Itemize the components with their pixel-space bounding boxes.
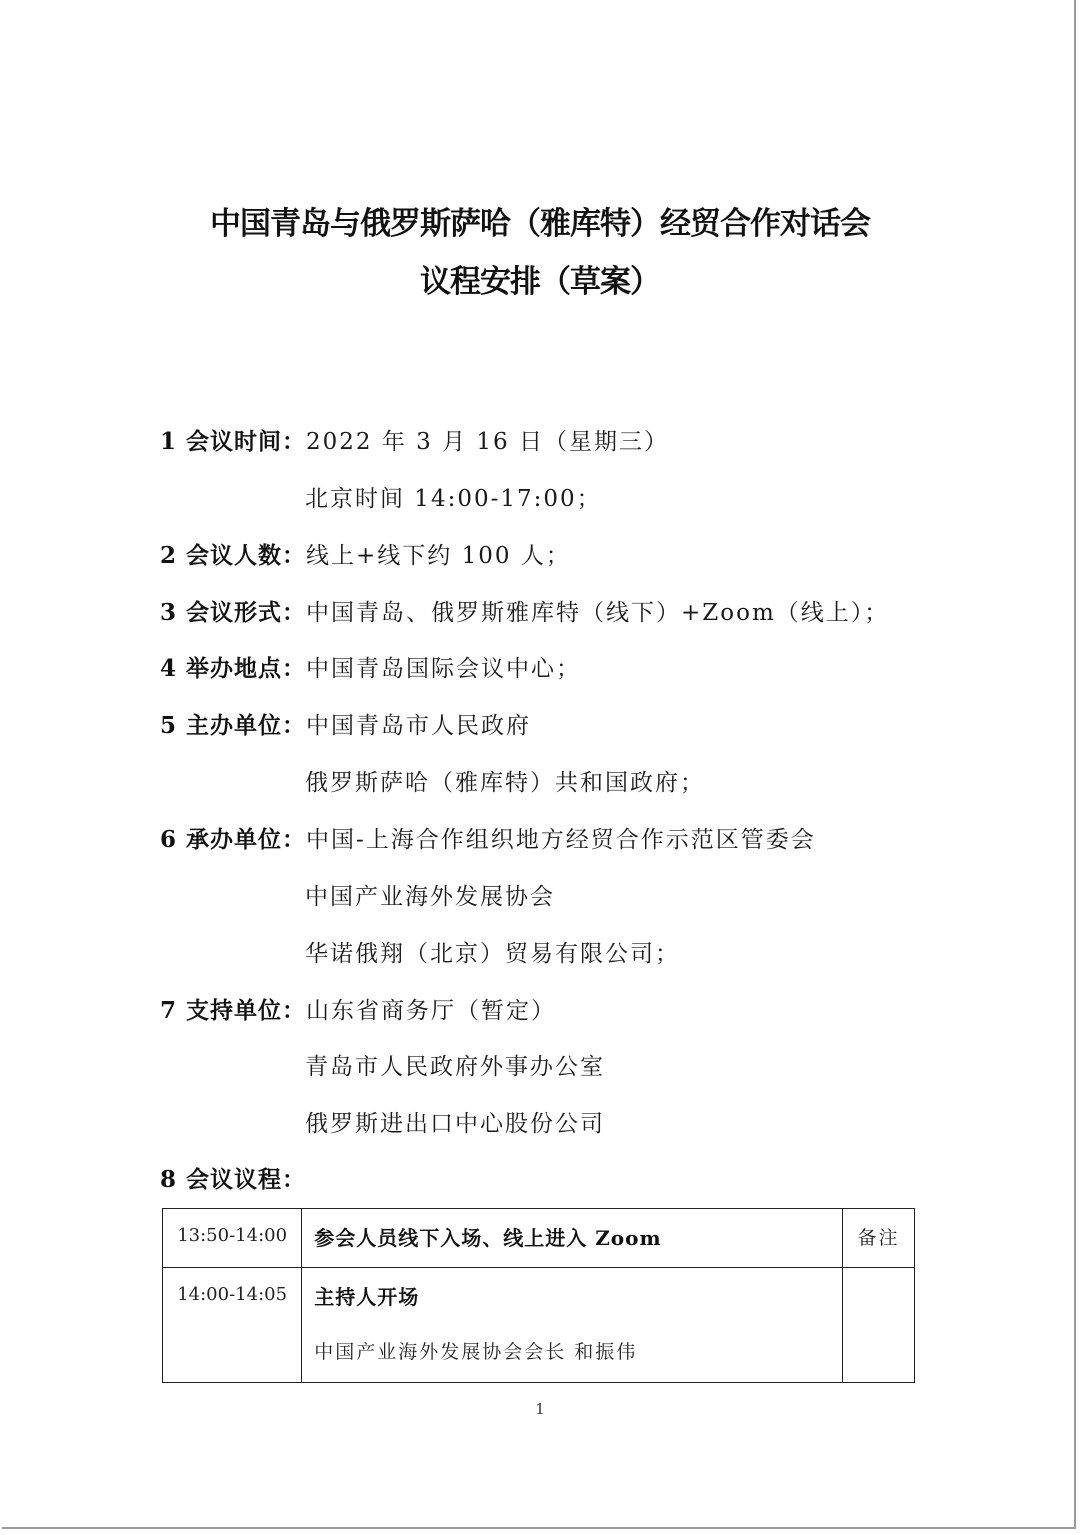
item-value-continuation: 北京时间 14:00-17:00； [305, 486, 602, 512]
item-value-continuation: 中国产业海外发展协会 [305, 884, 555, 910]
item-format [160, 596, 889, 630]
item-label: 4 举办地点： [160, 655, 307, 682]
item-value: 山东省商务厅（暂定） [306, 998, 556, 1024]
agenda-title: 参会人员线下入场、线上进入 Zoom [314, 1226, 662, 1250]
item-value: 中国青岛国际会议中心； [306, 656, 581, 682]
agenda-content [302, 1268, 843, 1383]
item-label: 2 会议人数： [160, 542, 307, 569]
agenda-title: 主持人开场 [314, 1285, 420, 1309]
item-label: 8 会议议程： [160, 1166, 307, 1193]
item-value: 中国青岛市人民政府 [306, 713, 531, 739]
agenda-table [162, 1208, 915, 1383]
item-value: 线上+线下约 100 人； [306, 543, 571, 569]
document-title: 中国青岛与俄罗斯萨哈（雅库特）经贸合作对话会 [210, 206, 870, 242]
agenda-time: 13:50-14:00 [163, 1209, 302, 1268]
item-value-continuation: 俄罗斯进出口中心股份公司 [305, 1111, 605, 1137]
item-attendance [160, 539, 571, 573]
item-value: 中国青岛、俄罗斯雅库特（线下）+Zoom（线上）； [306, 600, 890, 626]
agenda-note [843, 1268, 915, 1383]
item-label: 7 支持单位： [160, 997, 307, 1024]
item-host [160, 709, 531, 743]
item-label: 6 承办单位： [160, 826, 307, 853]
item-value-continuation: 华诺俄翔（北京）贸易有限公司； [305, 941, 680, 967]
table-row [163, 1209, 915, 1268]
item-value-continuation: 俄罗斯萨哈（雅库特）共和国政府； [305, 770, 705, 796]
agenda-desc: 中国产业海外发展协会会长 和振伟 [314, 1341, 638, 1363]
item-venue [160, 652, 581, 686]
item-value: 中国-上海合作组织地方经贸合作示范区管委会 [306, 827, 816, 853]
item-agenda-heading [160, 1163, 306, 1197]
item-organizer [160, 823, 816, 857]
table-row [163, 1268, 915, 1383]
document-subtitle: 议程安排（草案） [420, 264, 660, 300]
item-label: 1 会议时间： [160, 428, 307, 455]
item-value-continuation: 青岛市人民政府外事办公室 [305, 1054, 605, 1080]
item-label: 5 主办单位： [160, 712, 307, 739]
page-number: 1 [535, 1400, 545, 1418]
item-meeting-time [160, 425, 669, 459]
item-value: 2022 年 3 月 16 日（星期三） [306, 429, 669, 455]
item-label: 3 会议形式： [160, 599, 307, 626]
item-supporter [160, 994, 556, 1028]
agenda-time: 14:00-14:05 [163, 1268, 302, 1383]
agenda-content [302, 1209, 843, 1268]
agenda-note: 备注 [843, 1209, 915, 1268]
